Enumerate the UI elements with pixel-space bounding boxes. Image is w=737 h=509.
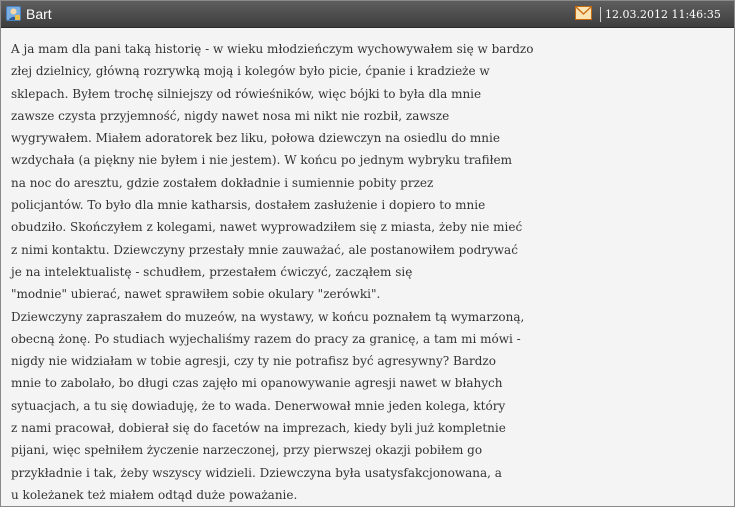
post-text-line: Dziewczyny zapraszałem do muzeów, na wystawy, w końcu poznałem tą wymarzoną, (11, 309, 525, 324)
post-text-line: sytuacjach, a tu się dowiaduję, że to wada. Denerwował mnie jeden kolega, który (11, 398, 506, 413)
post-header (1, 1, 734, 28)
header-separator (600, 7, 601, 22)
post-text-line: policjantów. To było dla mnie katharsis, dostałem zasłużenie i dopiero to mnie (11, 198, 486, 213)
post-timestamp: 12.03.2012 11:46:35 (605, 8, 721, 21)
post-text-line: z nami pracował, dobierał się do facetów na imprezach, kiedy byli już kompletnie (11, 421, 506, 436)
post-text-line: je na intelektualistę - schudłem, przestałem ćwiczyć, zacząłem się (11, 264, 413, 279)
post-text-line: przykładnie i tak, żeby wszyscy widzieli. Dziewczyna była usatysfakcjonowana, a (11, 465, 502, 480)
post-text-line: wygrywałem. Miałem adoratorek bez liku, połowa dziewczyn na osiedlu do mnie (11, 131, 500, 146)
post-text-line: z nimi kontaktu. Dziewczyny przestały mnie zauważać, ale postanowiłem podrywać (11, 242, 518, 257)
post-text-line: sklepach. Byłem trochę silniejszy od rówieśników, więc bójki to była dla mnie (11, 86, 482, 101)
post-text-line: mnie to zabolało, bo długi czas zajęło mi opanowywanie agresji nawet w błahych (11, 376, 503, 391)
post-text-line: złej dzielnicy, główną rozrywką moją i kolegów było picie, ćpanie i kradzieże w (11, 64, 490, 79)
post-text-line: u koleżanek też miałem odtąd duże poważanie. (11, 487, 298, 502)
post-text-line: obecną żonę. Po studiach wyjechaliśmy razem do pracy za granicę, a tam mi mówi - (11, 331, 521, 346)
post-text-line: pijani, więc spełniłem życzenie narzeczonej, przy pierwszej okazji pobiłem go (11, 443, 483, 458)
post-text-line: "modnie" ubierać, nawet sprawiłem sobie okulary "zerówki". (11, 287, 381, 302)
post-author[interactable]: Bart (26, 6, 52, 22)
post-text-line: obudziło. Skończyłem z kolegami, nawet wyprowadziłem się z miasta, żeby nie mieć (11, 220, 523, 235)
post-text-line: zawsze czysta przyjemność, nigdy nawet nosa mi nikt nie rozbił, zawsze (11, 108, 450, 123)
post-text-line: na noc do aresztu, gdzie zostałem dokładnie i sumiennie pobity przez (11, 175, 434, 190)
envelope-icon[interactable] (575, 6, 592, 20)
post-text-line: wzdychała (a piękny nie byłem i nie jestem). W końcu po jednym wybryku trafiłem (11, 153, 512, 168)
post-text-line: A ja mam dla pani taką historię - w wieku młodzieńczym wychowywałem się w bardzo (11, 42, 534, 56)
user-avatar-icon (6, 6, 21, 21)
post-body (11, 38, 631, 506)
post-text-line: nigdy nie widziałam w tobie agresji, czy ty nie potrafisz być agresywny? Bardzo (11, 354, 496, 369)
